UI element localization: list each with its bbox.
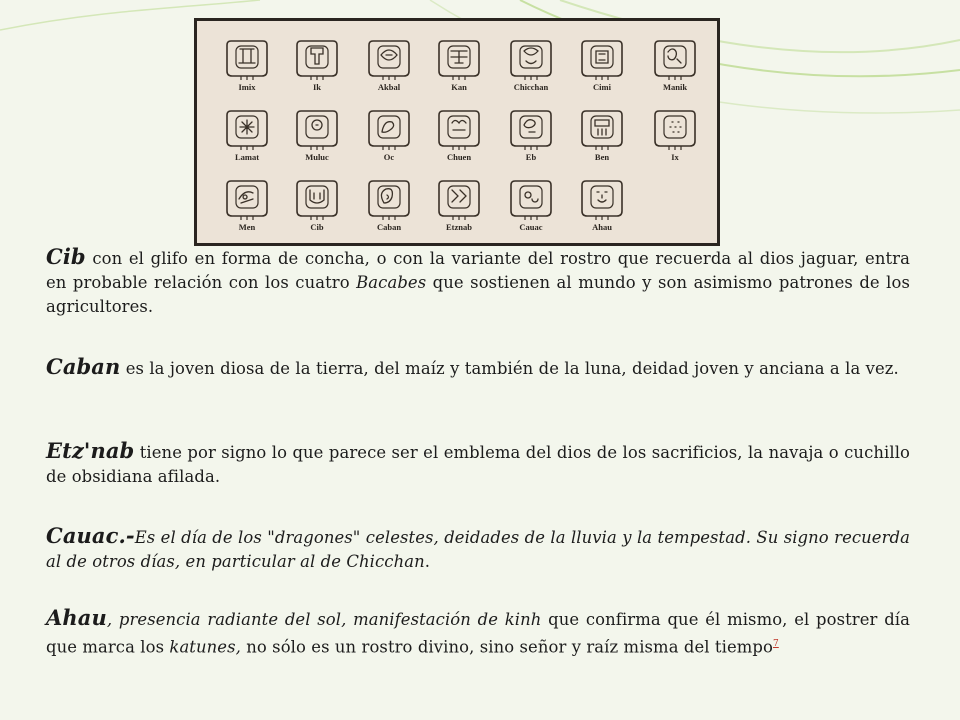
lamat-glyph-icon [227,111,267,150]
men-glyph-icon [227,181,267,220]
paragraph-text: no sólo es un rostro divino, sino señor y raíz misma del tiempo [240,637,773,657]
term-etznab: Etz'nab [46,438,135,463]
glyph-label: Oc [383,152,395,162]
etznab-glyph-icon [439,181,479,220]
ix-glyph-icon [655,111,695,150]
manik-glyph-icon [655,41,695,80]
footnote-link[interactable]: 7 [772,639,779,649]
paragraph-caban [46,355,910,381]
italic-text: Chicchan [346,552,425,571]
term-cib: Cib [46,244,86,269]
paragraph-ahau [46,606,910,659]
maya-day-glyphs-image [194,18,720,246]
glyph-label: Cauac [519,222,543,232]
glyph-label: Chuen [446,152,472,162]
italic-text: katunes, [169,637,241,657]
cimi-glyph-icon [582,41,622,80]
glyph-label: Manik [662,82,688,92]
paragraph-etznab [46,439,910,489]
paragraph-cauac [46,524,910,574]
glyph-label: Ik [312,82,322,92]
paragraph-text: tiene por signo lo que parece ser el emblema del dios de los sacrificios, la navaja o cuchillo de obsidiana afilada. [46,443,910,486]
italic-text: Bacabes [356,273,427,292]
glyph-label: Cib [310,222,324,232]
cauac-glyph-icon [511,181,551,220]
paragraph-text: Es el día de los "dragones" celestes, deidades de la lluvia y la tempestad. Su signo recuerda al de otros días, en particular al de [46,528,910,571]
paragraph-text: que confirma que él mismo, el postrer día que marca los [46,610,910,657]
glyph-label: Ben [594,152,610,162]
glyph-label: Kan [451,82,467,92]
eb-glyph-icon [511,111,551,150]
glyph-label: Ix [671,152,679,162]
term-cauac: Cauac.- [46,523,135,548]
glyph-label: Eb [525,152,537,162]
term-caban: Caban [46,354,121,379]
glyph-label: Etznab [446,222,472,232]
glyph-label: Men [238,222,256,232]
akbal-glyph-icon [369,41,409,80]
glyph-label: Lamat [234,152,260,162]
chuen-glyph-icon [439,111,479,150]
chicchan-glyph-icon [511,41,551,80]
glyph-label: Imix [238,82,256,92]
glyph-label: Muluc [305,152,329,162]
italic-text: kinh [504,610,542,629]
ahau-glyph-icon [582,181,622,220]
term-ahau: Ahau [46,605,107,630]
paragraph-text: , presencia radiante del sol, manifestación de [106,610,505,629]
glyph-label: Akbal [377,82,401,92]
ben-glyph-icon [582,111,622,150]
caban-glyph-icon [369,181,409,220]
paragraph-text: que sostienen al mundo y son asimismo patrones de los agricultores. [46,273,910,316]
paragraph-text: con el glifo en forma de concha, o con la variante del rostro que recuerda al dios jaguar, entra en probable relación con los cuatro [46,249,910,292]
cib-glyph-icon [297,181,337,220]
kan-glyph-icon [439,41,479,80]
paragraph-text: es la joven diosa de la tierra, del maíz y también de la luna, deidad joven y anciana a la vez. [120,359,899,378]
glyph-label: Chicchan [513,82,549,92]
ik-glyph-icon [297,41,337,80]
glyph-label: Cimi [593,82,611,92]
paragraph-cib [46,245,910,319]
glyph-label: Caban [376,222,402,232]
muluc-glyph-icon [297,111,337,150]
imix-glyph-icon [227,41,267,80]
paragraph-text: . [424,552,431,571]
oc-glyph-icon [369,111,409,150]
glyph-label: Ahau [592,222,612,232]
